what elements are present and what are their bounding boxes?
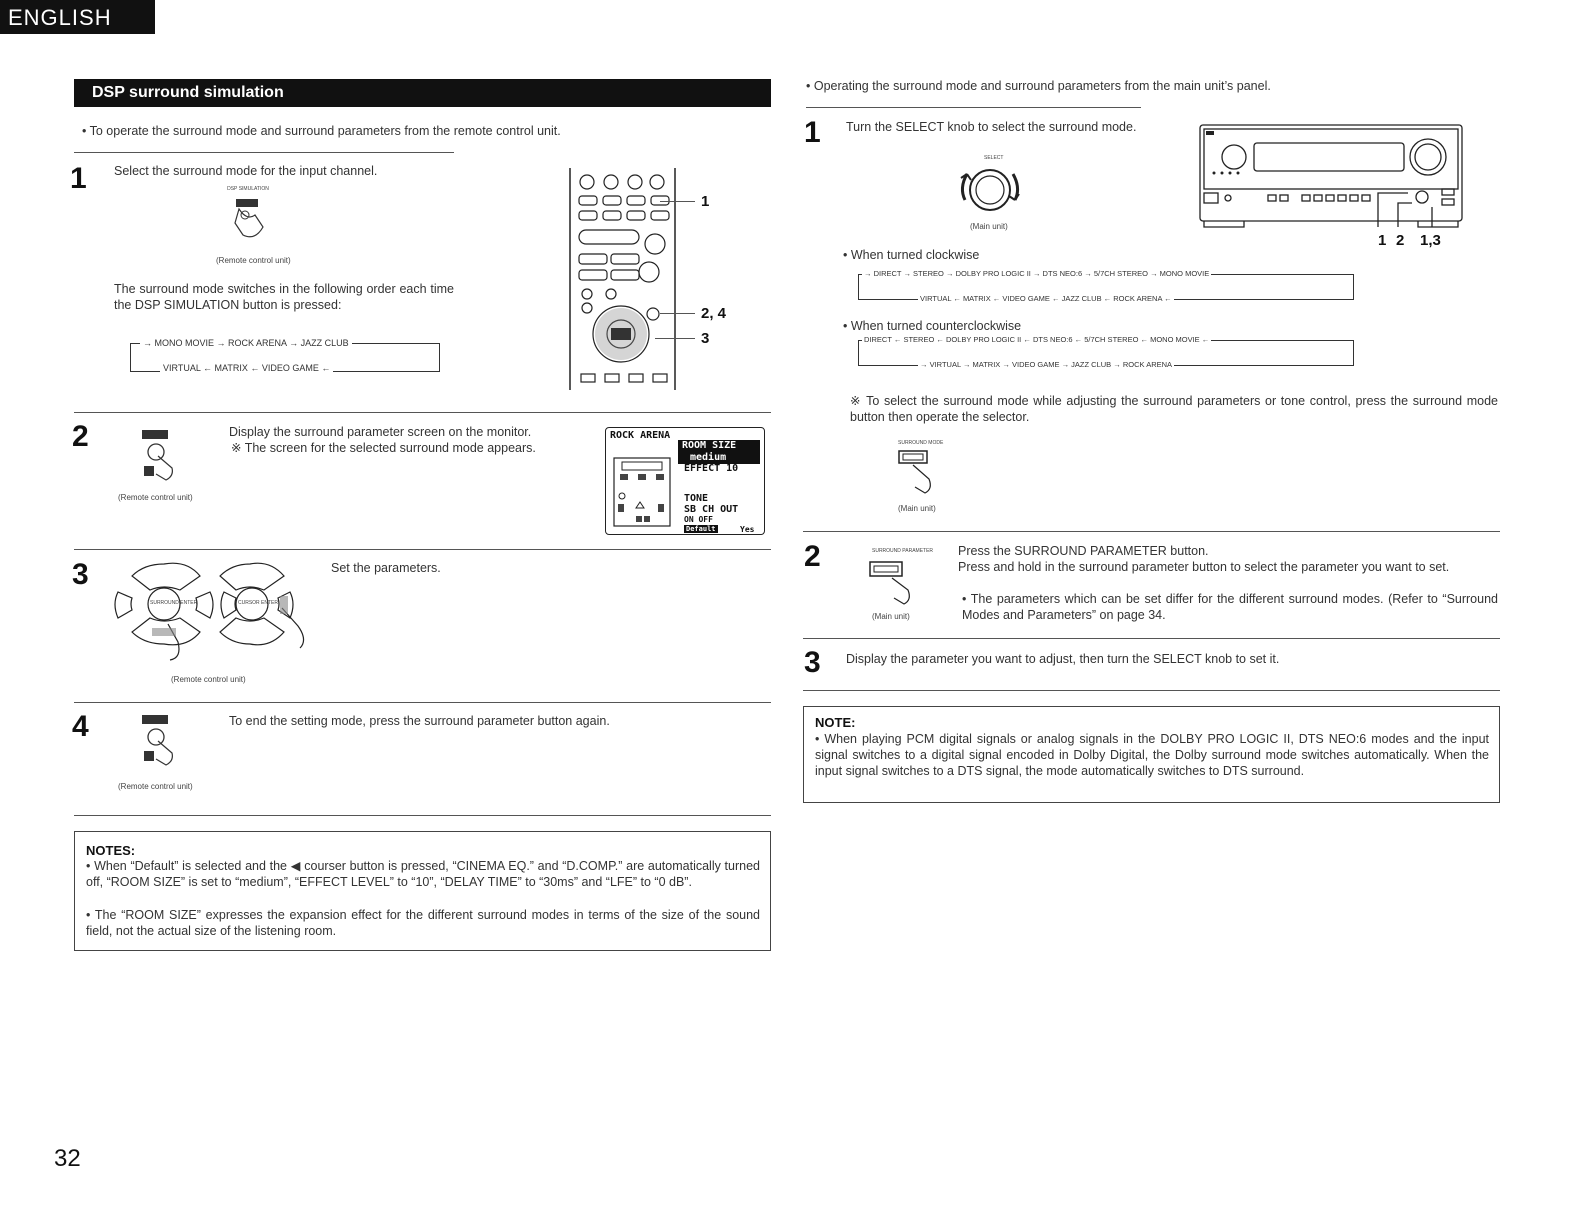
main-unit-illustration	[1198, 123, 1466, 231]
language-tab: ENGLISH	[0, 0, 155, 34]
step2-right-line: Press the SURROUND PARAMETER button.	[958, 544, 1209, 558]
step-number: 1	[70, 162, 87, 195]
callout-line	[660, 201, 695, 202]
step3-text: Set the parameters.	[331, 561, 441, 575]
osd-line: Yes	[740, 525, 755, 534]
callout-line	[655, 338, 695, 339]
step2-text: Display the surround parameter screen on the monitor.	[229, 425, 532, 439]
osd-title: ROCK ARENA	[610, 430, 671, 441]
surround-parameter-button-illustration	[138, 713, 188, 773]
callout-label: 1	[701, 193, 710, 210]
step2-right-line: Press and hold in the surround parameter button to select the parameter you want to set.	[958, 560, 1450, 574]
caption: (Main unit)	[898, 504, 936, 513]
divider	[803, 531, 1500, 532]
note-item: • The “ROOM SIZE” expresses the expansion effect for the different surround modes in terms of the size of the sound field, not the actual size of the listening room.	[86, 908, 760, 938]
caption: (Main unit)	[970, 222, 1008, 231]
divider	[803, 638, 1500, 639]
cursor-pads-illustration	[112, 562, 322, 662]
flow-mode: → DIRECT → STEREO → DOLBY PRO LOGIC II → DTS NEO:6 → 5/7CH STEREO → MONO MOVIE	[864, 269, 1210, 278]
right-intro: • Operating the surround mode and surround parameters from the main unit’s panel.	[806, 79, 1271, 93]
surround-parameter-button-illustration	[138, 428, 188, 488]
surround-parameter-main-button-illustration	[866, 556, 926, 606]
osd-line: ON OFF	[684, 515, 713, 524]
notes-title: NOTES:	[86, 843, 136, 858]
step1-right-note: ※ To select the surround mode while adjusting the surround parameters or tone control, press the surround mode button then operate the selector.	[850, 394, 1498, 424]
dsp-button-label: DSP SIMULATION	[227, 186, 269, 192]
flow-mode: DIRECT ← STEREO ← DOLBY PRO LOGIC II ← DTS NEO:6 ← 5/7CH STEREO ← MONO MOVIE ←	[864, 335, 1210, 344]
divider	[806, 107, 1141, 108]
flow-mode: → MONO MOVIE → ROCK ARENA → JAZZ CLUB	[140, 338, 352, 348]
callout-line	[660, 313, 695, 314]
pad-label: CURSOR ENTER	[238, 600, 279, 606]
clockwise-title: • When turned clockwise	[843, 248, 980, 262]
step3-right-text: Display the parameter you want to adjust, then turn the SELECT knob to set it.	[846, 652, 1280, 666]
order-text: The surround mode switches in the following order each time the DSP SIMULATION button is pressed:	[114, 282, 454, 312]
osd-line: EFFECT 10	[684, 463, 739, 474]
osd-line: TONE	[684, 493, 709, 504]
osd-line: Default	[686, 525, 716, 533]
caption: (Remote control unit)	[171, 675, 246, 684]
step-number: 1	[804, 116, 821, 149]
divider	[74, 152, 454, 153]
divider	[74, 412, 771, 413]
callout-label: 3	[701, 330, 710, 347]
step1-right-text: Turn the SELECT knob to select the surround mode.	[846, 120, 1137, 134]
callout-label: 1,3	[1420, 232, 1441, 249]
osd-room-icon	[612, 456, 672, 528]
select-knob-illustration	[955, 160, 1025, 220]
flow-mode: → VIRTUAL → MATRIX → VIDEO GAME → JAZZ CLUB → ROCK ARENA	[920, 360, 1173, 369]
osd-line: SB CH OUT	[684, 504, 739, 515]
callout-label: 2	[1396, 232, 1405, 249]
caption: (Main unit)	[872, 612, 910, 621]
knob-label: SELECT	[984, 155, 1004, 161]
note-text: • When playing PCM digital signals or analog signals in the DOLBY PRO LOGIC II, DTS NEO:6 modes and the input signal switches to a digital signal encoded in Dolby Digital, the Dolby surround mode switches automatically. When the input signal switches to a DTS signal, the mode automatically switches to DTS surround.	[815, 732, 1489, 778]
osd-line: medium	[690, 452, 727, 463]
divider	[74, 702, 771, 703]
button-label: SURROUND PARAMETER	[872, 548, 934, 554]
osd-line: ROOM SIZE	[682, 440, 737, 451]
page-number: 32	[54, 1145, 81, 1172]
pad-label: SURROUND ENTER	[150, 600, 198, 606]
caption: (Remote control unit)	[118, 493, 193, 502]
divider	[803, 690, 1500, 691]
counterclockwise-title: • When turned counterclockwise	[843, 319, 1022, 333]
callout-label: 2, 4	[701, 305, 727, 322]
step4-text: To end the setting mode, press the surround parameter button again.	[229, 714, 610, 728]
note-item: • When “Default” is selected and the ◀ courser button is pressed, “CINEMA EQ.” and “D.COMP.” are automatically turned off, “ROOM SIZE” is set to “medium”, “EFFECT LEVEL” to “10”, “DELAY TIME” to “30ms” and “LFE” to “0 dB”.	[86, 859, 760, 889]
step-number: 2	[72, 420, 89, 453]
flow-mode: VIRTUAL ← MATRIX ← VIDEO GAME ←	[160, 363, 333, 373]
note-title: NOTE:	[815, 715, 856, 730]
left-intro: • To operate the surround mode and surround parameters from the remote control unit.	[82, 124, 561, 138]
step2-note: ※ The screen for the selected surround mode appears.	[231, 441, 536, 455]
divider	[74, 815, 771, 816]
mode-button-label: SURROUND MODE	[898, 440, 944, 446]
flow-mode: VIRTUAL ← MATRIX ← VIDEO GAME ← JAZZ CLUB ← ROCK ARENA ←	[920, 294, 1172, 303]
surround-mode-button-illustration	[895, 447, 945, 495]
step2-right-line: • The parameters which can be set differ for the different surround modes. (Refer to “Surround Modes and Parameters” on page 34.	[962, 592, 1498, 622]
caption: (Remote control unit)	[118, 782, 193, 791]
dsp-button-illustration	[225, 185, 275, 245]
step-number: 3	[804, 646, 821, 679]
divider	[74, 549, 771, 550]
step-number: 4	[72, 710, 89, 743]
step1-text: Select the surround mode for the input channel.	[114, 164, 378, 178]
callout-label: 1	[1378, 232, 1387, 249]
step-number: 3	[72, 558, 89, 591]
section-title: DSP surround simulation	[74, 79, 771, 107]
step-number: 2	[804, 540, 821, 573]
caption: (Remote control unit)	[216, 256, 291, 265]
